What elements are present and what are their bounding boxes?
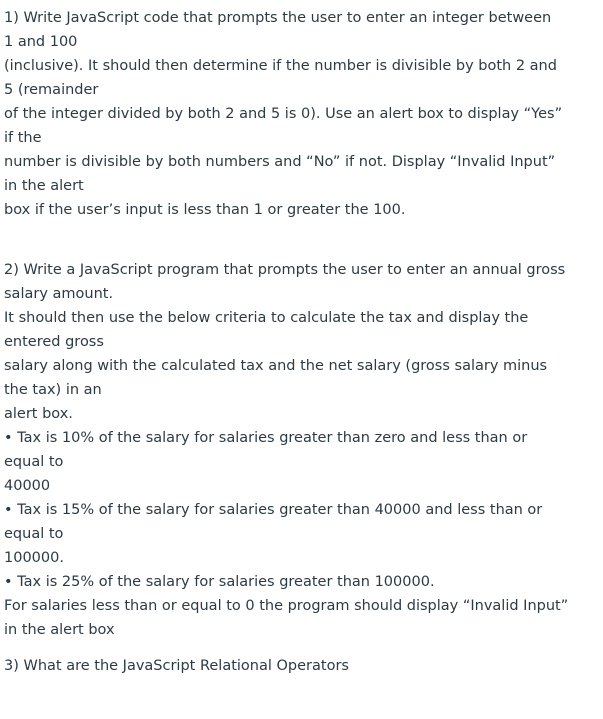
question-1-line: of the integer divided by both 2 and 5 is 0). Use an alert box to display “Yes”	[4, 106, 563, 122]
question-1-line: if the	[4, 130, 42, 146]
tax-rule-bullet: • Tax is 10% of the salary for salaries greater than zero and less than or	[4, 430, 528, 446]
question-1-line: box if the user’s input is less than 1 or greater the 100.	[4, 202, 406, 218]
question-1-line: in the alert	[4, 178, 84, 194]
question-2-line: 100000.	[4, 550, 64, 566]
question-2-line: equal to	[4, 526, 64, 542]
question-2-line: 2) Write a JavaScript program that prompts the user to enter an annual gross	[4, 262, 566, 278]
question-2-line: salary amount.	[4, 286, 114, 302]
question-2-line: 40000	[4, 478, 51, 494]
tax-rule-bullet: • Tax is 25% of the salary for salaries greater than 100000.	[4, 574, 435, 590]
question-2-line: alert box.	[4, 406, 73, 422]
question-2-line: It should then use the below criteria to calculate the tax and display the	[4, 310, 529, 326]
question-1-line: (inclusive). It should then determine if the number is divisible by both 2 and	[4, 58, 557, 74]
question-2-line: For salaries less than or equal to 0 the program should display “Invalid Input”	[4, 598, 569, 614]
question-3-line: 3) What are the JavaScript Relational Operators	[4, 658, 349, 674]
question-1-line: 5 (remainder	[4, 82, 99, 98]
question-2-line: equal to	[4, 454, 64, 470]
question-1-line: 1 and 100	[4, 34, 78, 50]
question-1-line: number is divisible by both numbers and “No” if not. Display “Invalid Input”	[4, 154, 556, 170]
question-2-line: salary along with the calculated tax and the net salary (gross salary minus	[4, 358, 548, 374]
question-2-line: entered gross	[4, 334, 104, 350]
question-2-line: in the alert box	[4, 622, 115, 638]
tax-rule-bullet: • Tax is 15% of the salary for salaries greater than 40000 and less than or	[4, 502, 543, 518]
question-1-line: 1) Write JavaScript code that prompts the user to enter an integer between	[4, 10, 552, 26]
question-2-line: the tax) in an	[4, 382, 102, 398]
